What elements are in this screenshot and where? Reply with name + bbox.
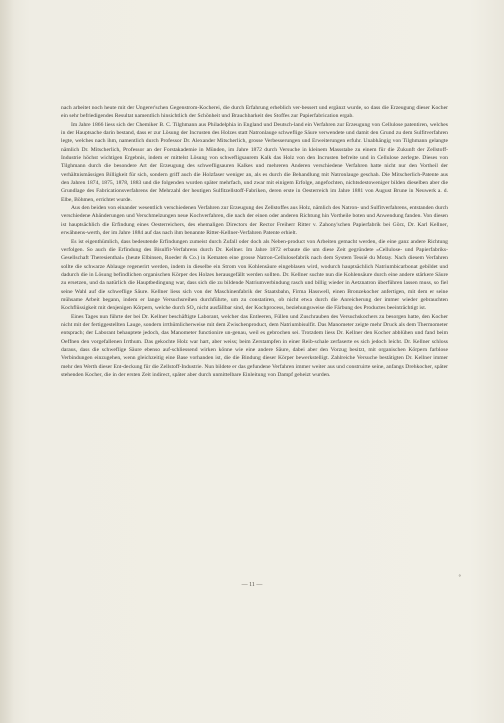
ink-mark: ˚ bbox=[458, 575, 462, 583]
paragraph: Im Jahre 1866 liess sich der Chemiker B. C. Tilghmann aus Philadelphia in England und Deutsch-land ein Verfahren zur Erzeugung von Cellulose patentiren, welches in der Hauptsache darin bestand, dass er zur Lösung der Incrusten des Holzes statt Natronlauge schweflige Säure verwendete und damit den Grund zu dem Sulfitverfahren legte, welches nach ihm, namentlich durch Professor Dr. Alexander Mitscherlich, grosse Verbesserungen und Erweiterungen erfuhr. Unabhängig von Tilghmann gelangte nämlich Dr. Mitscherlich, Professor an der Forstakademie in Münden, im Jahre 1872 durch Versuche in kleinem Massstabe zu einem für die Zukunft der Zellstoff-Industrie höchst wichtigen Ergebnis, indem er mittelst Lösung von schwefligsaurem Kalk das Holz von den Incrusten befreite und in Cellulose zerlegte. Dieses von Tilghmann durch die besondere Art der Erzeugung des schwefligsauren Kalkes und mehreren Anderen verschiedene Verfahren hatte nicht nur den Vortheil der verhältnismässigen Billigkeit für sich, sondern griff auch die Holzfaser weniger an, als es durch die Behandlung mit Natronlauge geschah. Die Mitscherlich-Patente aus den Jahren 1874, 1875, 1878, 1883 und die folgenden wurden später mehrfach, und zwar mit einigem Erfolge, angefochten, nichtsdestoweniger bilden dieselben aber die Grundlage des Fabricationsverfahrens der Mehrzahl der heutigen Sulfitzellstoff-Fabriken, deren erste in Oesterreich im Jahre 1881 von August Brune in Neuwerk a. d. Elbe, Böhmen, errichtet wurde. bbox=[61, 121, 448, 203]
paragraph: Aus den beiden von einander wesentlich verschiedenen Verfahren zur Erzeugung des Zellstoffes aus Holz, nämlich des Natron- und Sulfitverfahrens, entstanden durch verschiedene Abänderungen und Verschmelzungen neue Kochverfahren, die nach der einen oder anderen Richtung hin Vortheile boten und Anwendung fanden. Von diesen ist hauptsächlich die Erfindung eines Oesterreichers, des ehemaligen Directors der Rector Freiherr Ritter v. Zahony'schen Papierfabrik bei Görz, Dr. Karl Kellner, erwähnens-werth, der im Jahre 1884 auf das nach ihm benannte Ritter-Kellner-Verfahren Patente erhielt. bbox=[61, 205, 448, 237]
paragraph: nach arbeitet noch heute mit der Ungerer'schen Gegenstrom-Kocherei, die durch Erfahrung erheblich ver-bessert und ergänzt wurde, so dass die Erzeugung dieser Kocher ein sehr befriedigendes Resultat namentlich hinsichtlich der Schönheit und Brauchbarkeit des Stoffes zur Papierfabrication ergab. bbox=[61, 105, 448, 120]
page-number: — 11 — bbox=[241, 582, 263, 588]
paragraph: Eines Tages nun führte der bei Dr. Kellner beschäftigte Laborant, welcher das Entleeren, Füllen und Zuschrauben des Versuchskochers zu besorgen hatte, den Kocher nicht mit der fertiggestellten Lauge, sondern irrthümlicherweise mit dem Zwischenproduct, dem Natriumbisulfit. Das Manometer zeigte mehr Druck als dem Thermometer entsprach; der Laborant behauptete jedoch, das Manometer functionire un-genau, weil es gebrochen sei. Trotzdem liess Dr. Kellner den Kocher abblühen und fand beim Oeffnen den vorgefallenen Irrthum. Das gekochte Holz war hart, aber weiss; beim Zerstampfen in einer Reib-schale zerfaserte es sich jedoch leicht. Dr. Kellner schloss daraus, dass die schweflige Säure ebenso auf-schliessend wirken könne wie eine andere Säure, dabei aber den Vorzug besitzt, mit organischen Körpern farblose Verbindungen einzugehen, wenn gleichzeitig eine Base vorhanden ist, die die Bindung dieser Körper bewerkstelligt. Zahlreiche Versuche bestätigten Dr. Kellner immer mehr den Werth dieser Ent-deckung für die Zellstoff-Industrie. Nun bildete er das gefundene Verfahren immer weiter aus und construirte seine, anfangs Drehkocher, später stehenden Kocher, die in der ersten Zeit indirect, später aber durch unmittelbare Einleitung von Dampf geheizt wurden. bbox=[61, 313, 448, 378]
body-text bbox=[61, 104, 448, 379]
paragraph: Es ist eigenthümlich, dass bedeutende Erfindungen zumeist durch Zufall oder doch als Neben-product von Arbeiten gemacht werden, die eine ganz andere Richtung verfolgen. So auch die Erfindung des Bisulfit-Verfahrens durch Dr. Kellner. Im Jahre 1872 erbaute die um diese Zeit gegründete «Cellulose- und Papierfabriks-Gesellschaft Theresienthal» (heute Elbinsen, Roeder & Co.) in Kematen eine grosse Natron-Cellulosefabrik nach dem System Tessié du Motay. Nach diesem Verfahren sollte die schwarze Ablauge regenerirt werden, indem in dieselbe ein Strom von Kohlensäure eingeblasen wird, wodurch hauptsächlich Natriumbicarbonat gebildet und dadurch die in Lösung befindlichen organischen Körper des Holzes herausgefällt werden sollten. Dr. Kellner suchte nun die Kohlensäure durch eine andere stärkere Säure zu ersetzen, und da natürlich die Hauptbedingung war, dass sich die zu bildende Natriumverbindung rasch und billig wieder in Aetznatron überführen lassen muss, so fiel seine Wahl auf die schweflige Säure. Kellner liess sich von der Maschinenfabrik der Staatsbahn, Firma Hasswell, einen Bronzekocher anfertigen, mit dem er seine mühsame Arbeit begann, indem er lange Versuchsreihen durchführte, um zu constatiren, ob nicht etwa durch die Anreicherung der immer wieder gebrauchten Kochflüssigkeit mit denjenigen Körpern, welche durch SO₂ nicht ausfällbar sind, der Kochprocess, beziehungsweise die Färbung des Productes beeinträchtigt ist. bbox=[61, 238, 448, 312]
page-gutter-shadow bbox=[0, 0, 14, 723]
